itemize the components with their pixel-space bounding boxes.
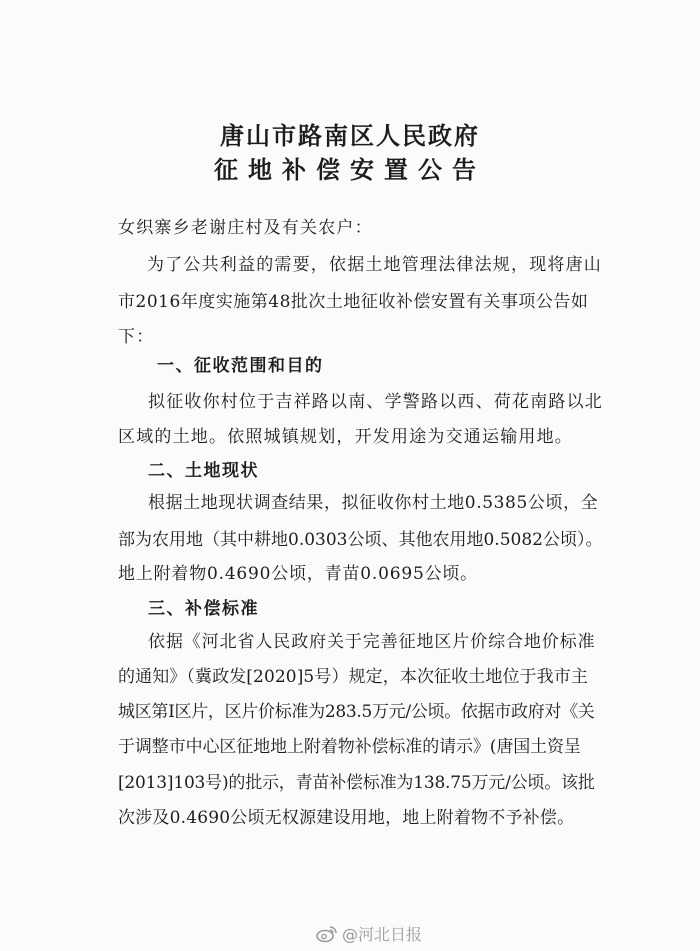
intro-line: 市2016年度实施第48批次土地征收补偿安置有关事项公告如 <box>118 292 589 312</box>
document-title-line2: 征地补偿安置公告 <box>214 155 486 184</box>
section-heading-scope: 一、征收范围和目的 <box>157 356 324 376</box>
section-paragraph-line: 城区第I区片，区片价标准为283.5万元/公顷。依据市政府对《关 <box>118 702 595 722</box>
weibo-icon <box>316 925 338 943</box>
section-paragraph-line: 地上附着物0.4690公顷，青苗0.0695公顷。 <box>118 564 478 584</box>
section-paragraph-line: 根据土地现状调查结果，拟征收你村土地0.5385公顷，全 <box>148 493 599 513</box>
intro-line: 下： <box>118 327 155 347</box>
section-paragraph-line: 于调整市中心区征地地上附着物补偿标准的请示》(唐国土资呈 <box>118 737 581 757</box>
section-paragraph-line: 区域的土地。依照城镇规划，开发用途为交通运输用地。 <box>118 427 573 447</box>
section-paragraph-line: 部为农用地（其中耕地0.0303公顷、其他农用地0.5082公顷）。 <box>118 530 603 550</box>
watermark-text: @河北日报 <box>342 925 423 944</box>
section-heading-status: 二、土地现状 <box>148 461 259 481</box>
intro-line: 为了公共利益的需要，依据土地管理法律法规，现将唐山 <box>147 255 602 275</box>
section-paragraph-line: 的通知》（冀政发[2020]5号）规定，本次征收土地位于我市主 <box>118 667 588 687</box>
section-paragraph-line: 拟征收你村位于吉祥路以南、学警路以西、荷花南路以北 <box>148 392 603 412</box>
section-paragraph-line: 依据《河北省人民政府关于完善征地区片价综合地价标准 <box>148 632 596 652</box>
section-heading-compensation: 三、补偿标准 <box>148 599 259 619</box>
watermark <box>316 922 422 945</box>
section-paragraph-line: 次涉及0.4690公顷无权源建设用地，地上附着物不予补偿。 <box>118 808 575 828</box>
recipient-line: 女织寨乡老谢庄村及有关农户： <box>118 218 373 238</box>
document-title-line1: 唐山市路南区人民政府 <box>220 121 480 150</box>
section-paragraph-line: [2013]103号)的批示，青苗补偿标准为138.75万元/公顷。该批 <box>118 773 595 793</box>
